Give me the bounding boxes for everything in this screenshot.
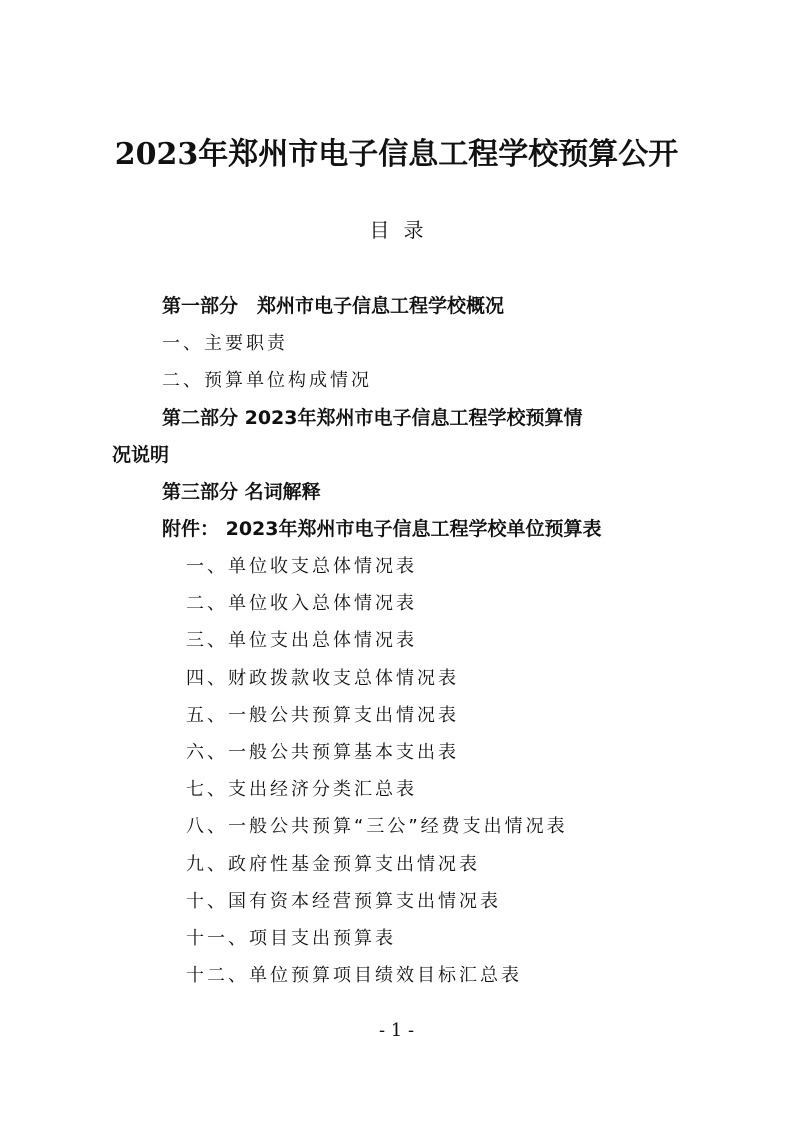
toc-item-main-duties: 一、主要职责 <box>162 333 288 354</box>
toc-attachment-heading: 附件： 2023年郑州市电子信息工程学校单位预算表 <box>162 518 602 540</box>
toc-attachment-item: 十、国有资本经营预算支出情况表 <box>186 891 501 912</box>
toc-attachment-item: 五、一般公共预算支出情况表 <box>186 705 459 726</box>
toc-attachment-item: 七、支出经济分类汇总表 <box>186 779 417 800</box>
toc-attachment-item: 六、一般公共预算基本支出表 <box>186 742 459 763</box>
toc-attachment-item: 九、政府性基金预算支出情况表 <box>186 854 480 875</box>
toc-attachment-item: 十一、项目支出预算表 <box>186 928 396 949</box>
toc-attachment-item: 二、单位收入总体情况表 <box>186 593 417 614</box>
toc-item-unit-composition: 二、预算单位构成情况 <box>162 370 372 391</box>
toc-part-two-continued: 况说明 <box>112 444 170 466</box>
toc-part-three: 第三部分 名词解释 <box>162 481 321 503</box>
toc-attachment-item: 三、单位支出总体情况表 <box>186 630 417 651</box>
toc-attachment-item: 八、一般公共预算“三公”经费支出情况表 <box>186 816 568 837</box>
document-title: 2023年郑州市电子信息工程学校预算公开 <box>114 137 679 172</box>
toc-attachment-item: 十二、单位预算项目绩效目标汇总表 <box>186 965 522 986</box>
toc-heading: 目录 <box>369 218 438 242</box>
toc-part-one: 第一部分 郑州市电子信息工程学校概况 <box>162 295 505 317</box>
toc-part-two: 第二部分 2023年郑州市电子信息工程学校预算情 <box>162 407 583 429</box>
toc-attachment-item: 四、财政拨款收支总体情况表 <box>186 668 459 689</box>
page-number: - 1 - <box>378 1020 415 1041</box>
toc-attachment-item: 一、单位收支总体情况表 <box>186 556 417 577</box>
